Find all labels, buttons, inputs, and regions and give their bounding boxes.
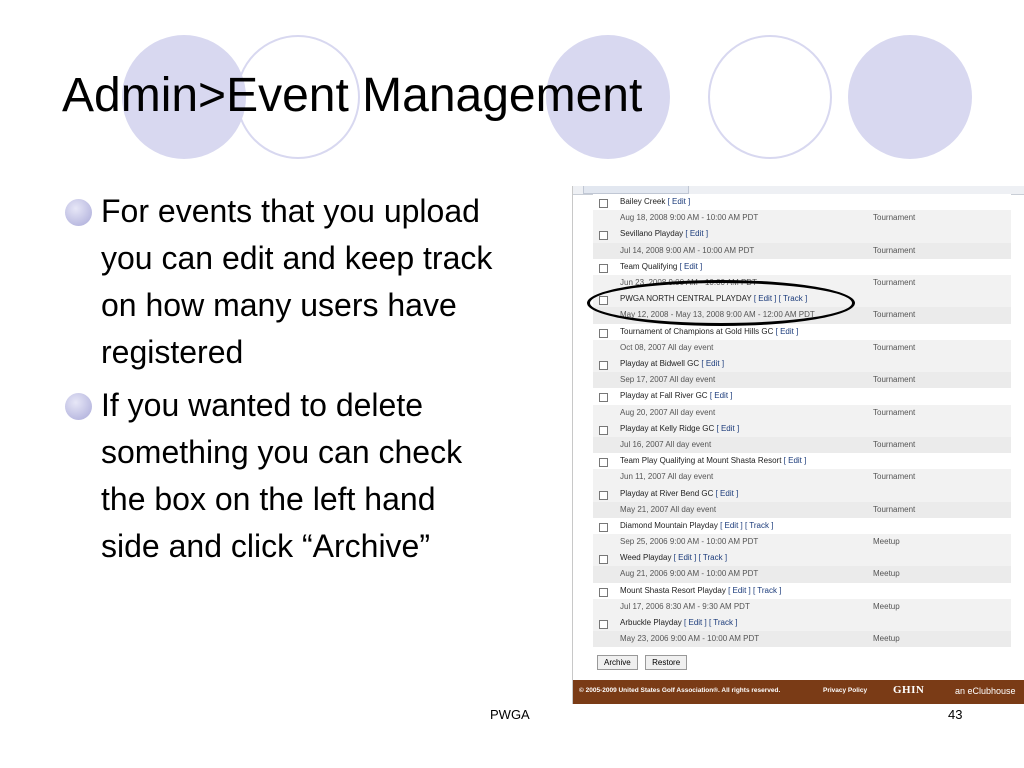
- event-checkbox[interactable]: [599, 588, 608, 597]
- event-type: Meetup: [873, 601, 900, 611]
- event-title-line: [593, 194, 1011, 210]
- edit-link[interactable]: [ Edit ]: [685, 229, 709, 239]
- event-type: Tournament: [873, 342, 916, 352]
- event-name: Diamond Mountain Playday: [620, 520, 718, 530]
- event-name: Playday at River Bend GC: [620, 488, 714, 498]
- bullet-text: For events that you upload you can edit and keep track on how many users have registered: [101, 193, 493, 370]
- event-title-line: [593, 486, 1011, 502]
- event-name-group: [620, 259, 702, 275]
- slide-footer: PWGA: [490, 707, 530, 722]
- slide-page-number: 43: [948, 707, 963, 722]
- event-date: May 23, 2006 9:00 AM - 10:00 AM PDT: [620, 634, 760, 644]
- restore-button[interactable]: Restore: [645, 655, 687, 670]
- event-type: Meetup: [873, 537, 900, 547]
- event-date: Jul 16, 2007 All day event: [620, 439, 712, 449]
- event-type: Tournament: [873, 439, 916, 449]
- event-name-group: [620, 226, 708, 242]
- event-detail-line: [593, 405, 1011, 421]
- event-name: Weed Playday: [620, 553, 672, 563]
- event-name-group: [620, 356, 724, 372]
- event-row: [593, 324, 1011, 356]
- event-type: Tournament: [873, 504, 916, 514]
- event-name-group: [620, 550, 727, 566]
- event-name-group: [620, 194, 690, 210]
- archive-button[interactable]: Archive: [597, 655, 638, 670]
- event-row: [593, 550, 1011, 582]
- event-date: Aug 20, 2007 All day event: [620, 407, 716, 417]
- bullet-icon: [65, 199, 92, 226]
- event-date: Aug 21, 2006 9:00 AM - 10:00 AM PDT: [620, 569, 759, 579]
- event-name-group: [620, 324, 798, 340]
- event-checkbox[interactable]: [599, 458, 608, 467]
- edit-link[interactable]: [ Edit ]: [709, 391, 733, 401]
- event-name: Playday at Bidwell GC: [620, 358, 700, 368]
- event-title-line: [593, 388, 1011, 404]
- privacy-policy-link[interactable]: Privacy Policy: [823, 687, 868, 694]
- event-name: Team Qualifying: [620, 261, 678, 271]
- event-checkbox[interactable]: [599, 199, 608, 208]
- site-footer: [573, 680, 1024, 704]
- event-title-line: [593, 324, 1011, 340]
- event-detail-line: [593, 340, 1011, 356]
- event-title-line: [593, 259, 1011, 275]
- event-type: Tournament: [873, 213, 916, 223]
- track-link[interactable]: [ Track ]: [753, 585, 782, 595]
- event-detail-line: [593, 534, 1011, 550]
- event-type: Tournament: [873, 310, 916, 320]
- event-date: Sep 25, 2006 9:00 AM - 10:00 AM PDT: [620, 537, 759, 547]
- event-type: Tournament: [873, 375, 916, 385]
- event-row: [593, 194, 1011, 226]
- event-row: [593, 226, 1011, 258]
- event-detail-line: [593, 566, 1011, 582]
- event-checkbox[interactable]: [599, 426, 608, 435]
- bullet-text: If you wanted to delete something you can check the box on the left hand side and click “Archive”: [101, 387, 463, 564]
- event-name-group: [620, 615, 737, 631]
- decorative-circle-5: [848, 35, 972, 159]
- event-name: Mount Shasta Resort Playday: [620, 585, 726, 595]
- edit-link[interactable]: [ Edit ]: [716, 423, 740, 433]
- event-date: Aug 18, 2008 9:00 AM - 10:00 AM PDT: [620, 213, 759, 223]
- event-title-line: [593, 356, 1011, 372]
- edit-link[interactable]: [ Edit ]: [667, 197, 691, 206]
- event-name-group: [620, 453, 806, 469]
- track-link[interactable]: [ Track ]: [698, 553, 728, 563]
- event-date: Sep 17, 2007 All day event: [620, 375, 716, 385]
- event-checkbox[interactable]: [599, 329, 608, 338]
- edit-link[interactable]: [ Edit ]: [701, 358, 725, 368]
- event-title-line: [593, 615, 1011, 631]
- edit-link[interactable]: [ Edit ]: [684, 618, 707, 628]
- event-detail-line: [593, 210, 1011, 226]
- decorative-circle-4: [708, 35, 832, 159]
- event-name-group: [620, 388, 733, 404]
- event-checkbox[interactable]: [599, 361, 608, 370]
- event-name: PWGA NORTH CENTRAL PLAYDAY: [620, 294, 752, 304]
- event-detail-line: [593, 599, 1011, 615]
- event-list: [593, 194, 1011, 647]
- copyright-text: © 2005-2009 United States Golf Association®. All rights reserved.: [579, 687, 781, 694]
- edit-link[interactable]: [ Edit ]: [783, 456, 807, 466]
- action-buttons: [597, 652, 690, 670]
- event-row: [593, 583, 1011, 615]
- event-date: Jun 23, 2008 9:00 AM - 10:00 AM PDT: [620, 277, 757, 287]
- event-type: Meetup: [873, 634, 900, 644]
- event-row: [593, 421, 1011, 453]
- event-detail-line: [593, 243, 1011, 259]
- event-type: Tournament: [873, 245, 916, 255]
- event-name: Tournament of Champions at Gold Hills GC: [620, 326, 774, 336]
- event-name-group: [620, 486, 738, 502]
- event-checkbox[interactable]: [599, 491, 608, 500]
- event-date: Jun 11, 2007 All day event: [620, 472, 714, 482]
- event-date: Jul 17, 2006 8:30 AM - 9:30 AM PDT: [620, 601, 750, 611]
- edit-link[interactable]: [ Edit ]: [753, 294, 777, 304]
- event-title-line: [593, 226, 1011, 242]
- event-name: Bailey Creek: [620, 197, 666, 206]
- event-date: May 12, 2008 - May 13, 2008 9:00 AM - 12:00 AM PDT: [620, 310, 815, 320]
- edit-link[interactable]: [ Edit ]: [673, 553, 697, 563]
- event-name: Playday at Fall River GC: [620, 391, 708, 401]
- track-link[interactable]: [ Track ]: [708, 618, 738, 628]
- edit-link[interactable]: [ Edit ]: [679, 261, 703, 271]
- event-row: [593, 518, 1011, 550]
- event-detail-line: [593, 631, 1011, 647]
- bullet-icon: [65, 393, 92, 420]
- event-row: [593, 453, 1011, 485]
- event-type: Tournament: [873, 277, 916, 287]
- event-title-line: [593, 421, 1011, 437]
- event-checkbox[interactable]: [599, 231, 608, 240]
- event-row: [593, 615, 1011, 647]
- event-title-line: [593, 550, 1011, 566]
- event-date: Oct 08, 2007 All day event: [620, 342, 714, 352]
- event-name-group: [620, 518, 773, 534]
- event-list-screenshot: [572, 186, 1024, 704]
- event-row: [593, 388, 1011, 420]
- event-checkbox[interactable]: [599, 393, 608, 402]
- event-name: Sevillano Playday: [620, 229, 684, 239]
- screenshot-tab: [583, 186, 689, 194]
- event-type: Meetup: [873, 569, 900, 579]
- event-name: Playday at Kelly Ridge GC: [620, 423, 715, 433]
- edit-link[interactable]: [ Edit ]: [728, 585, 751, 595]
- event-row: [593, 486, 1011, 518]
- edit-link[interactable]: [ Edit ]: [775, 326, 799, 336]
- event-name-group: [620, 421, 739, 437]
- event-checkbox[interactable]: [599, 555, 608, 564]
- ghin-logo: GHIN: [893, 684, 925, 696]
- event-title-line: [593, 583, 1011, 599]
- event-title-line: [593, 453, 1011, 469]
- event-checkbox[interactable]: [599, 523, 608, 532]
- event-name: Arbuckle Playday: [620, 618, 682, 628]
- track-link[interactable]: [ Track ]: [778, 294, 808, 304]
- event-date: Jul 14, 2008 9:00 AM - 10:00 AM PDT: [620, 245, 755, 255]
- bullet-item: [64, 382, 494, 570]
- edit-link[interactable]: [ Edit ]: [715, 488, 739, 498]
- edit-link[interactable]: [ Edit ]: [720, 520, 743, 530]
- event-row: [593, 356, 1011, 388]
- event-detail-line: [593, 372, 1011, 388]
- slide-title: Admin>Event Management: [62, 69, 643, 122]
- event-name: Team Play Qualifying at Mount Shasta Resort: [620, 456, 782, 466]
- event-type: Tournament: [873, 407, 916, 417]
- highlight-oval: [587, 280, 855, 326]
- event-name-group: [620, 583, 781, 599]
- track-link[interactable]: [ Track ]: [745, 520, 774, 530]
- eclubhouse-text: an eClubhouse: [955, 686, 1016, 696]
- bullet-list: [64, 188, 494, 576]
- event-detail-line: [593, 469, 1011, 485]
- event-type: Tournament: [873, 472, 916, 482]
- event-detail-line: [593, 502, 1011, 518]
- bullet-item: [64, 188, 494, 376]
- event-detail-line: [593, 437, 1011, 453]
- event-checkbox[interactable]: [599, 620, 608, 629]
- event-checkbox[interactable]: [599, 264, 608, 273]
- event-date: May 21, 2007 All day event: [620, 504, 717, 514]
- event-title-line: [593, 518, 1011, 534]
